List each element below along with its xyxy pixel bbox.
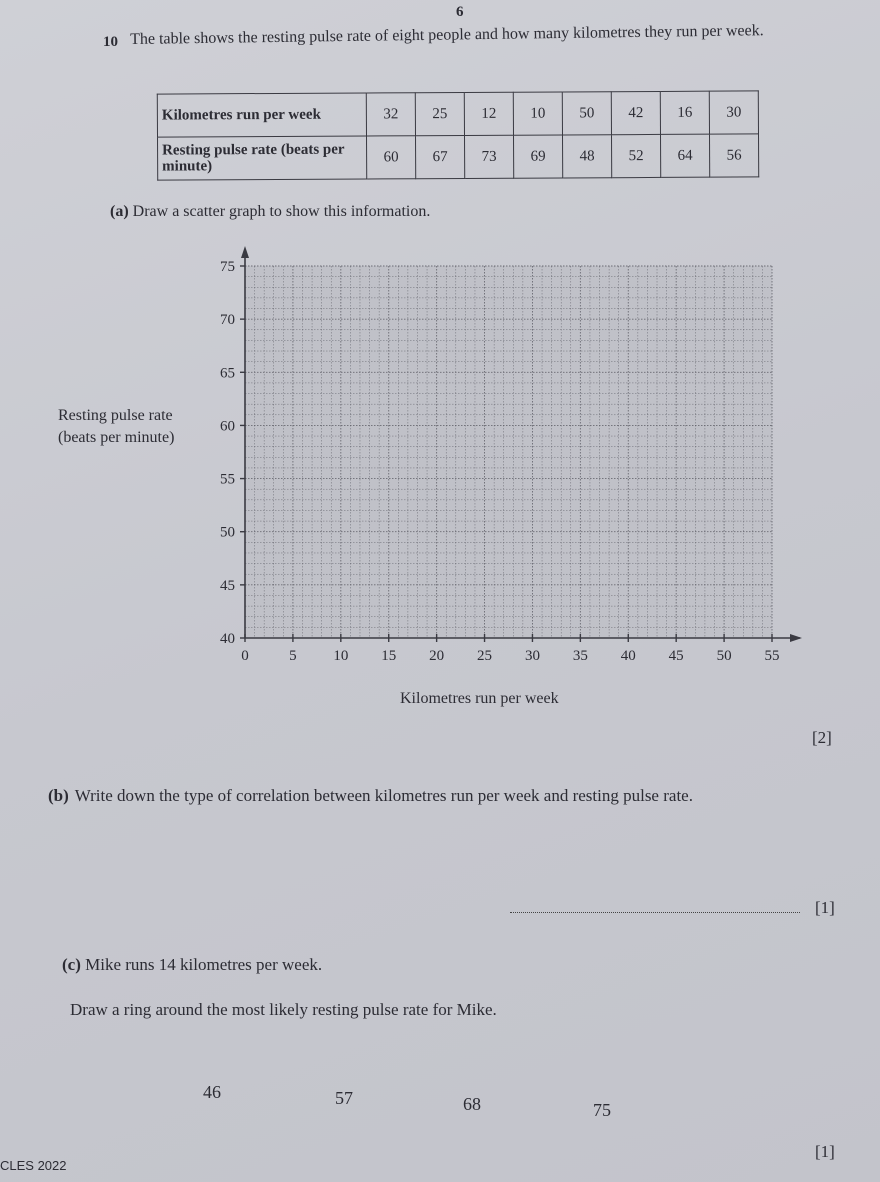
x-axis-arrow-icon bbox=[790, 634, 802, 642]
x-tick-label: 40 bbox=[620, 648, 636, 664]
y-tick-label: 75 bbox=[220, 259, 235, 275]
cell: 56 bbox=[709, 134, 758, 177]
y-tick-label: 65 bbox=[220, 365, 235, 382]
cell: 60 bbox=[367, 136, 416, 179]
x-tick-label: 5 bbox=[289, 648, 297, 664]
cell: 73 bbox=[464, 135, 513, 178]
y-tick-label: 70 bbox=[220, 312, 235, 329]
scatter-grid[interactable] bbox=[0, 240, 880, 690]
part-c-instruction: Draw a ring around the most likely resting pulse rate for Mike. bbox=[70, 1000, 497, 1019]
x-tick-label: 50 bbox=[716, 648, 732, 664]
part-a-marks: [2] bbox=[812, 728, 832, 747]
x-tick-label: 25 bbox=[477, 648, 493, 664]
x-tick-label: 30 bbox=[524, 648, 540, 664]
cell: 50 bbox=[562, 92, 611, 135]
part-c-text: Mike runs 14 kilometres per week. bbox=[85, 955, 323, 974]
x-tick-label: 0 bbox=[241, 648, 249, 664]
x-tick-label: 15 bbox=[381, 648, 397, 664]
cell: 48 bbox=[562, 135, 611, 178]
cell: 16 bbox=[660, 91, 709, 134]
cell: 30 bbox=[709, 91, 758, 134]
part-a-text: Draw a scatter graph to show this information. bbox=[132, 203, 431, 220]
grid-background bbox=[245, 266, 772, 638]
y-tick-label: 60 bbox=[220, 418, 235, 435]
question-number: 10 bbox=[103, 34, 118, 50]
part-a bbox=[110, 203, 430, 221]
row-header-pulse: Resting pulse rate (beats per minute) bbox=[158, 136, 367, 180]
table-row-pulse bbox=[158, 134, 759, 180]
part-c-label: (c) bbox=[62, 955, 81, 974]
option-68[interactable]: 68 bbox=[463, 1094, 481, 1114]
part-a-label: (a) bbox=[110, 203, 129, 220]
data-table bbox=[157, 90, 759, 180]
page-number: 6 bbox=[456, 4, 464, 20]
answer-line-b[interactable] bbox=[510, 912, 800, 913]
y-tick-label: 55 bbox=[220, 471, 235, 488]
cell: 10 bbox=[513, 92, 562, 135]
part-b-marks: [1] bbox=[815, 898, 835, 917]
cell: 12 bbox=[464, 92, 513, 135]
x-tick-label: 35 bbox=[572, 648, 588, 664]
cell: 42 bbox=[611, 91, 660, 134]
part-c bbox=[62, 955, 322, 975]
footer-text: CLES 2022 bbox=[0, 1158, 67, 1173]
table-row-km bbox=[157, 91, 758, 137]
part-b bbox=[48, 785, 843, 806]
part-b-text: Write down the type of correlation between kilometres run per week and resting pulse rate. bbox=[74, 786, 693, 805]
question-text: The table shows the resting pulse rate of eight people and how many kilometres they run per week. bbox=[130, 22, 764, 48]
y-tick-label: 45 bbox=[220, 577, 235, 594]
cell: 64 bbox=[660, 134, 709, 177]
cell: 69 bbox=[513, 135, 562, 178]
cell: 32 bbox=[366, 93, 415, 136]
x-tick-label: 10 bbox=[333, 648, 349, 664]
y-tick-label: 40 bbox=[220, 631, 235, 647]
part-b-label: (b) bbox=[48, 786, 69, 805]
x-tick-label: 20 bbox=[429, 648, 445, 664]
x-tick-label: 55 bbox=[764, 648, 780, 664]
y-axis-arrow-icon bbox=[241, 246, 249, 258]
option-75[interactable]: 75 bbox=[593, 1100, 611, 1120]
part-c-marks: [1] bbox=[815, 1142, 835, 1161]
x-axis-label: Kilometres run per week bbox=[400, 690, 559, 707]
option-57[interactable]: 57 bbox=[335, 1088, 353, 1108]
row-header-km: Kilometres run per week bbox=[157, 93, 366, 137]
option-46[interactable]: 46 bbox=[203, 1082, 221, 1102]
cell: 25 bbox=[415, 92, 464, 135]
cell: 52 bbox=[611, 134, 660, 177]
x-tick-label: 45 bbox=[668, 648, 684, 664]
y-tick-label: 50 bbox=[220, 524, 235, 541]
cell: 67 bbox=[416, 135, 465, 178]
y-axis-label: Resting pulse rate (beats per minute) bbox=[58, 407, 175, 446]
